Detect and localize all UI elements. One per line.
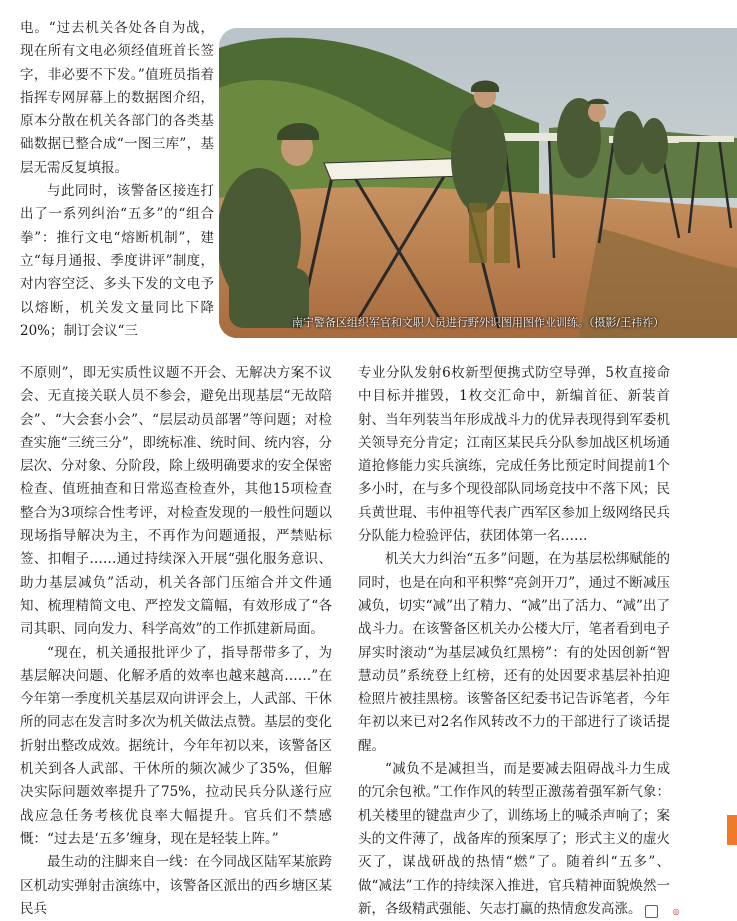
- paragraph: 电。“过去机关各处各自为战，现在所有文电必须经值班首长签字，非必要不下发。”值班员指着指挥专网屏幕上的数据图介绍，原本分散在机关各部门的各类基础数据已整合成“一图三库”，基层无需反复填报。: [20, 20, 214, 176]
- page-edge-tab: [727, 815, 737, 845]
- paragraph-text: “减负不是减担当，而是要减去阻碍战斗力生成的冗余包袱。”工作作风的转型正激荡着强军新气象：机关楼里的键盘声少了，训练场上的喊杀声响了；案头的文件薄了，战备库的预案厚了；形式主义的虚火灭了，谋战研战的热情“燃”了。随着纠“五多”、做“减法”工作的持续深入推进，官兵精神面貌焕然一新，各级精武强能、矢志打赢的热情愈发高涨。: [358, 761, 670, 917]
- paragraph: 与此同时，该警备区接连打出了一系列纠治“五多”的“组合拳”：推行文电“熔断机制”，建立“每月通报、季度讲评”制度，对内容空泛、多头下发的文电予以熔断，机关发文量同比下降20%；制订会议“三: [20, 183, 214, 339]
- paragraph: 最生动的注脚来自一线：在今同战区陆军某旅跨区机动实弹射击演练中，该警备区派出的西乡塘区某民兵: [20, 854, 332, 917]
- paragraph: “现在，机关通报批评少了，指导帮带多了，为基层解决问题、化解矛盾的效率也越来越高……”在今年第一季度机关基层双向讲评会上，人武部、干休所的同志在发言时多次为机关做法点赞。基层的变化折射出整改成效。据统计，今年年初以来，该警备区机关到各人武部、干休所的频次减少了35%，但解决实际问题效率提升了75%，拉动民兵分队遂行应战应急任务考核优良率大幅提升。官兵们不禁感慨：“过去是‘五多’缠身，现在是轻装上阵。”: [20, 644, 332, 847]
- training-photo-illustration: [219, 28, 737, 338]
- paragraph: 不原则”，即无实质性议题不开会、无解决方案不议会、无直接关联人员不参会，避免出现基层“无故陪会”、“大会套小会”、“层层动员部署”等问题；对检查实施“三统三分”，即统标准、统时间、统内容，分层次、分对象、分阶段，除上级明确要求的安全保密检查、值班抽查和日常巡查检查外，其他15项检查整合为3项综合性考评，对检查发现的一般性问题以现场指导解决为主，不再作为问题通报，严禁贴标签、扣帽子……通过持续深入开展“强化服务意识、助力基层减负”活动，机关各部门压缩合并文件通知、梳理精简文电、严控发文篇幅，有效形成了“各司其职、同向发力、科学高效”的工作抓建新局面。: [20, 365, 332, 638]
- paragraph: 专业分队发射6枚新型便携式防空导弹，5枚直接命中目标并摧毁，1枚交汇命中，新编首征、新装首射、当年列装当年形成战斗力的优异表现得到军委机关领导充分肯定；江南区某民兵分队参加战区机场通道抢修能力实兵演练，完成任务比预定时间提前1个多小时，在与多个现役部队同场竞技中不落下风；民兵黄世琨、韦仲祖等代表广西军区参加上级网络民兵分队能力检验评估，获团体第一名……: [358, 365, 670, 545]
- article-column-right: [358, 362, 680, 921]
- photo-caption: 南宁警备区组织军官和文职人员进行野外识图用图作业训练。（摄影/王祎祚）: [291, 316, 665, 329]
- paragraph: [358, 758, 680, 921]
- article-column-bottom-left: [20, 362, 332, 921]
- article-end-mark-icon: ◎: [645, 905, 658, 918]
- paragraph: 机关大力纠治“五多”问题，在为基层松绑赋能的同时，也是在向和平积弊“亮剑开刀”，通过不断减压减负，切实“减”出了精力、“减”出了活力、“减”出了战斗力。在该警备区机关办公楼大厅，笔者看到电子屏实时滚动“为基层减负红黑榜”：有的处因创新“智慧动员”系统登上红榜，还有的处因要求基层补拍迎检照片被挂黑榜。该警备区纪委书记告诉笔者，今年年初以来已对2名作风转改不力的干部进行了谈话提醒。: [358, 551, 670, 754]
- article-column-top-left: [20, 17, 214, 343]
- training-photo: [219, 28, 737, 338]
